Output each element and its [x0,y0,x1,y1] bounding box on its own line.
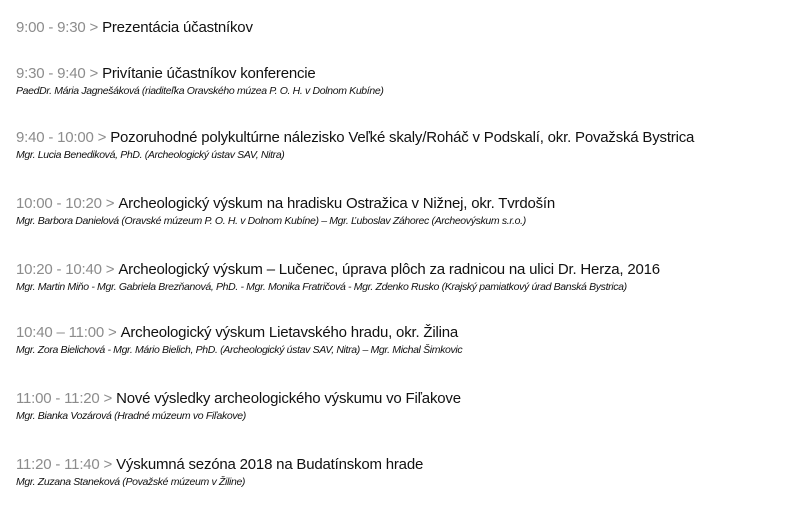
time-separator: > [103,390,113,407]
entry-title: Prezentácia účastníkov [102,19,253,36]
entry-time: 9:00 - 9:30 [16,19,86,36]
entry-line [16,260,660,279]
program-entry [16,455,423,489]
program-entry [16,64,384,98]
entry-speakers: Mgr. Lucia Benediková, PhD. (Archeologický ústav SAV, Nitra) [16,149,285,161]
program-entry [16,323,462,357]
entry-line [16,455,423,474]
program-entry [16,389,461,423]
entry-time: 11:20 - 11:40 [16,456,100,473]
entry-speakers: Mgr. Barbora Danielová (Oravské múzeum P. O. H. v Dolnom Kubíne) – Mgr. Ľuboslav Záhorec (Archeovýskum s.r.o.) [16,215,526,227]
entry-title: Archeologický výskum na hradisku Ostražica v Nižnej, okr. Tvrdošín [118,195,556,212]
entry-title: Nové výsledky archeologického výskumu vo Fiľakove [116,390,461,407]
entry-line [16,194,555,213]
time-separator: > [105,195,115,212]
entry-line [16,128,694,147]
entry-time: 9:40 - 10:00 [16,129,94,146]
time-separator: > [103,456,113,473]
entry-title: Pozoruhodné polykultúrne nálezisko Veľké skaly/Roháč v Podskalí, okr. Považská Bystrica [110,129,695,146]
program-entry [16,18,253,37]
entry-line [16,64,384,83]
entry-time: 9:30 - 9:40 [16,65,86,82]
time-separator: > [97,129,107,146]
entry-speakers: Mgr. Bianka Vozárová (Hradné múzeum vo Fiľakove) [16,410,246,422]
entry-time: 10:20 - 10:40 [16,261,102,278]
entry-time: 10:00 - 10:20 [16,195,102,212]
program-entry [16,194,555,228]
entry-speakers: Mgr. Zora Bielichová - Mgr. Mário Bielich, PhD. (Archeologický ústav SAV, Nitra) – Mgr. Michal Šimkovic [16,344,463,356]
entry-speakers: Mgr. Martin Miňo - Mgr. Gabriela Brezňanová, PhD. - Mgr. Monika Fratričová - Mgr. Zdenko Rusko (Krajský pamiatkový úrad Banská Bystrica) [16,281,627,293]
entry-time: 10:40 – 11:00 [16,324,105,341]
entry-line [16,389,461,408]
entry-line [16,18,253,37]
entry-title: Archeologický výskum – Lučenec, úprava plôch za radnicou na ulici Dr. Herza, 2016 [118,261,660,278]
entry-title: Archeologický výskum Lietavského hradu, okr. Žilina [120,324,459,341]
entry-speakers: PaedDr. Mária Jagnešáková (riaditeľka Oravského múzea P. O. H. v Dolnom Kubíne) [16,85,384,97]
program-entry [16,260,660,294]
entry-line [16,323,462,342]
time-separator: > [108,324,117,341]
time-separator: > [89,19,99,36]
entry-time: 11:00 - 11:20 [16,390,100,407]
entry-title: Privítanie účastníkov konferencie [102,65,316,82]
entry-title: Výskumná sezóna 2018 na Budatínskom hrade [116,456,424,473]
time-separator: > [89,65,99,82]
entry-speakers: Mgr. Zuzana Staneková (Považské múzeum v Žiline) [16,476,246,488]
program-entry [16,128,694,162]
time-separator: > [105,261,115,278]
